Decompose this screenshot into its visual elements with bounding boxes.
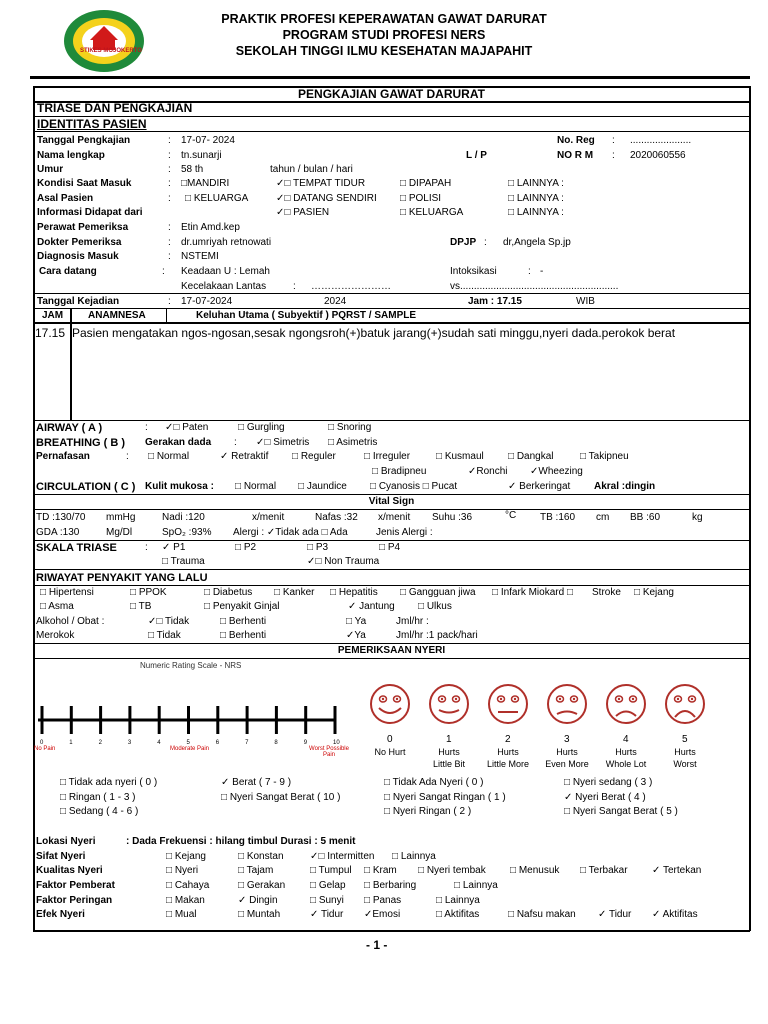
pernafasan-opt-0[interactable]: □ Normal	[148, 451, 190, 462]
vital-bb-unit: kg	[692, 512, 703, 523]
riwayat-hepatitis[interactable]: □ Hepatitis	[330, 587, 378, 598]
nama-label: Nama lengkap	[37, 150, 105, 161]
cara-value: Keadaan U : Lemah	[181, 266, 270, 277]
noreg-label: No. Reg	[557, 135, 595, 146]
scale-left-0[interactable]: □ Tidak ada nyeri ( 0 )	[60, 777, 158, 788]
kejadian-label: Tanggal Kejadian	[37, 296, 120, 307]
sifat-opt-3[interactable]: □ Lainnya	[392, 851, 436, 862]
pemberat-opt-3[interactable]: □ Berbaring	[364, 880, 417, 891]
peringan-opt-0[interactable]: □ Makan	[166, 895, 205, 906]
pernafasan-opt-2[interactable]: □ Reguler	[292, 451, 336, 462]
face-label: No Hurt	[374, 747, 406, 757]
vs-value: vs.........................................................	[450, 281, 619, 292]
circ-opt-3[interactable]: ✓ Berkeringat	[508, 481, 571, 492]
pain-face-3	[545, 678, 589, 733]
vital-nadi: Nadi :120	[162, 512, 205, 523]
face-icon	[604, 678, 648, 730]
efek-label: Efek Nyeri	[36, 909, 85, 920]
face-icon	[545, 678, 589, 730]
noreg-value: ......................	[630, 135, 692, 146]
vital-gda: GDA :130	[36, 527, 80, 538]
face-number: 4	[623, 734, 629, 745]
vital-alergi[interactable]: Alergi : ✓Tidak ada □ Ada	[233, 527, 348, 538]
triase-opt-p3[interactable]: □ P3	[307, 542, 329, 553]
scale-face-l-0[interactable]: □ Tidak Ada Nyeri ( 0 )	[384, 777, 484, 788]
riwayat-stroke[interactable]: Stroke	[592, 587, 621, 598]
nrs-tick-label: 3	[127, 740, 132, 746]
nrs-tick-label: 8	[274, 740, 278, 746]
kondisi-opt-3[interactable]: □ LAINNYA :	[508, 178, 564, 189]
kualitas-opt-5[interactable]: □ Menusuk	[510, 865, 560, 876]
gerakan-opt-0[interactable]: ✓□ Simetris	[256, 437, 310, 448]
face-label: Hurts	[497, 747, 519, 757]
norm-label: NO R M	[557, 150, 594, 161]
perawat-label: Perawat Pemeriksa	[37, 222, 129, 233]
page-number: - 1 -	[366, 938, 388, 952]
nrs-tick-label: 4	[157, 740, 161, 746]
alkohol-label: Alkohol / Obat :	[36, 616, 105, 627]
scale-face-l-2[interactable]: □ Nyeri Ringan ( 2 )	[384, 806, 472, 817]
col-jam: JAM	[42, 310, 64, 321]
nyeri-title: PEMERIKSAAN NYERI	[337, 645, 446, 656]
face-icon	[486, 678, 530, 730]
pernafasan-opt-6[interactable]: □ Takipneu	[580, 451, 629, 462]
umur-value: 58 th	[181, 164, 204, 175]
sifat-opt-2[interactable]: ✓□ Intermitten	[310, 851, 375, 862]
pernafasan-opt2-2[interactable]: ✓Wheezing	[530, 466, 583, 477]
efek-opt-7[interactable]: ✓ Aktifitas	[652, 909, 698, 920]
kualitas-opt-2[interactable]: □ Tumpul	[310, 865, 352, 876]
info-opt-0[interactable]: ✓□ PASIEN	[276, 207, 330, 218]
merokok-jml: Jml/hr :1 pack/hari	[396, 630, 478, 641]
face-sublabel: Whole Lot	[605, 759, 647, 769]
akral-value: Akral :dingin	[594, 481, 656, 492]
scale-face-r-2[interactable]: □ Nyeri Sangat Berat ( 5 )	[564, 806, 678, 817]
kondisi-opt-1[interactable]: ✓□ TEMPAT TIDUR	[276, 178, 366, 189]
kondisi-label: Kondisi Saat Masuk	[37, 178, 132, 189]
efek-opt-4[interactable]: □ Aktifitas	[436, 909, 480, 920]
vital-td-unit: mmHg	[106, 512, 136, 523]
logo-label: STIKES MOJOKERTO	[80, 48, 142, 54]
asal-opt-2[interactable]: □ POLISI	[400, 193, 442, 204]
vital-bb: BB :60	[630, 512, 661, 523]
col-keluhan: Keluhan Utama ( Subyektif ) PQRST / SAMPLE	[196, 310, 417, 321]
efek-opt-3[interactable]: ✓Emosi	[364, 909, 401, 920]
lokasi-label: Lokasi Nyeri	[36, 836, 96, 847]
nrs-tick-label: 7	[245, 740, 249, 746]
peringan-label: Faktor Peringan	[36, 895, 113, 906]
cara-label: Cara datang	[39, 266, 97, 277]
face-label: Hurts	[615, 747, 637, 757]
merokok-label: Merokok	[36, 630, 75, 641]
vital-nadi-unit: x/menit	[252, 512, 285, 523]
merokok-tidak[interactable]: □ Tidak	[148, 630, 181, 641]
vital-suhu: Suhu :36	[432, 512, 473, 523]
kualitas-opt-4[interactable]: □ Nyeri tembak	[418, 865, 486, 876]
pernafasan-label: Pernafasan	[36, 451, 90, 462]
triase-opt-trauma[interactable]: □ Trauma	[162, 556, 205, 567]
scale-face-l-1[interactable]: □ Nyeri Sangat Ringan ( 1 )	[384, 792, 506, 803]
dokter-value: dr.umriyah retnowati	[181, 237, 272, 248]
face-number: 5	[682, 734, 688, 745]
face-icon	[663, 678, 707, 730]
face-label: Hurts	[674, 747, 696, 757]
nrs-label-worst: Worst Possible Pain	[309, 746, 349, 758]
sifat-opt-1[interactable]: □ Konstan	[238, 851, 284, 862]
sifat-opt-0[interactable]: □ Kejang	[166, 851, 206, 862]
face-icon	[368, 678, 412, 730]
scale-mid-1[interactable]: □ Nyeri Sangat Berat ( 10 )	[221, 792, 341, 803]
circ-opt-1[interactable]: □ Jaundice	[298, 481, 347, 492]
nama-value: tn.sunarji	[181, 150, 222, 161]
jam-label: Jam : 17.15	[468, 296, 522, 307]
tgl-pengkajian-label: Tanggal Pengkajian	[37, 135, 131, 146]
riwayat-gangguan-jiwa[interactable]: □ Gangguan jiwa	[400, 587, 476, 598]
vital-nafas-unit: x/menit	[378, 512, 411, 523]
face-sublabel: Even More	[545, 759, 589, 769]
nrs-tick-label: 2	[98, 740, 102, 746]
riwayat-hipertensi[interactable]: □ Hipertensi	[40, 587, 94, 598]
dpjp-value: dr,Angela Sp.jp	[503, 237, 571, 248]
riwayat-kanker[interactable]: □ Kanker	[274, 587, 315, 598]
face-sublabel: Little More	[486, 759, 530, 769]
pernafasan-opt-1[interactable]: ✓ Retraktif	[220, 451, 269, 462]
riwayat-jantung[interactable]: ✓ Jantung	[348, 601, 395, 612]
intox-value: -	[540, 266, 544, 277]
riwayat-diabetus[interactable]: □ Diabetus	[204, 587, 253, 598]
scale-left-1[interactable]: □ Ringan ( 1 - 3 )	[60, 792, 136, 803]
intox-label: Intoksikasi	[450, 266, 497, 277]
scale-left-2[interactable]: □ Sedang ( 4 - 6 )	[60, 806, 139, 817]
vital-gda-unit: Mg/Dl	[106, 527, 133, 538]
info-opt-2[interactable]: □ LAINNYA :	[508, 207, 564, 218]
pernafasan-opt2-0[interactable]: □ Bradipneu	[372, 466, 427, 477]
section-identitas: IDENTITAS PASIEN	[37, 117, 147, 131]
anamnesa-text: Pasien mengatakan ngos-ngosan,sesak ngongsroh(+)batuk jarang(+)sudah sati minggu,nyeri dada.perokok berat	[72, 326, 676, 340]
vital-tb: TB :160	[540, 512, 576, 523]
asal-label: Asal Pasien	[37, 193, 94, 204]
peringan-opt-1[interactable]: ✓ Dingin	[238, 895, 278, 906]
vital-nafas: Nafas :32	[315, 512, 358, 523]
airway-opt-2[interactable]: □ Snoring	[328, 422, 372, 433]
airway-opt-1[interactable]: □ Gurgling	[238, 422, 285, 433]
vital-td: TD :130/70	[36, 512, 86, 523]
vital-spo2: SpO₂ :93%	[162, 527, 212, 538]
pemberat-opt-1[interactable]: □ Gerakan	[238, 880, 286, 891]
face-sublabel: Worst	[673, 759, 697, 769]
face-icon	[427, 678, 471, 730]
gerakan-opt-1[interactable]: □ Asimetris	[328, 437, 378, 448]
asal-opt-3[interactable]: □ LAINNYA :	[508, 193, 564, 204]
pain-face-1	[427, 678, 471, 733]
triase-opt-p2[interactable]: □ P2	[235, 542, 257, 553]
info-label: Informasi Didapat dari	[37, 207, 143, 218]
pernafasan-opt-3[interactable]: □ Irreguler	[364, 451, 411, 462]
tgl-pengkajian-value: 17-07- 2024	[181, 135, 235, 146]
riwayat-tb[interactable]: □ TB	[130, 601, 152, 612]
face-sublabel: Little Bit	[432, 759, 465, 769]
kualitas-opt-7[interactable]: ✓ Tertekan	[652, 865, 702, 876]
kualitas-opt-3[interactable]: □ Kram	[364, 865, 397, 876]
wib-label: WIB	[576, 296, 595, 307]
alkohol-jml: Jml/hr :	[396, 616, 429, 627]
form-title: PENGKAJIAN GAWAT DARURAT	[298, 87, 485, 101]
col-anamnesa: ANAMNESA	[88, 310, 146, 321]
vital-suhu-unit: °C	[505, 510, 517, 521]
riwayat-title: RIWAYAT PENYAKIT YANG LALU	[36, 572, 208, 584]
nrs-tick-label: 0	[40, 740, 44, 746]
peringan-opt-2[interactable]: □ Sunyi	[310, 895, 344, 906]
triase-label: SKALA TRIASE	[36, 542, 117, 554]
circulation-label: CIRCULATION ( C )	[36, 481, 136, 493]
triase-opt-p4[interactable]: □ P4	[379, 542, 401, 553]
anamnesa-time: 17.15	[35, 326, 66, 340]
vital-jenis-alergi: Jenis Alergi :	[376, 527, 433, 538]
lokasi-value: : Dada Frekuensi : hilang timbul Durasi : 5 menit	[126, 836, 356, 847]
vital-tb-unit: cm	[596, 512, 610, 523]
gender-lp: L / P	[466, 150, 487, 161]
face-label: Hurts	[556, 747, 578, 757]
breathing-label: BREATHING ( B )	[36, 437, 126, 449]
efek-opt-1[interactable]: □ Muntah	[238, 909, 281, 920]
alkohol-berhenti[interactable]: □ Berhenti	[220, 616, 267, 627]
kualitas-opt-6[interactable]: □ Terbakar	[580, 865, 628, 876]
alkohol-tidak[interactable]: ✓□ Tidak	[148, 616, 190, 627]
header-line-1: PRAKTIK PROFESI KEPERAWATAN GAWAT DARURAT	[221, 12, 547, 26]
nrs-tick-label: 5	[186, 740, 190, 746]
nrs-label-moderate: Moderate Pain	[170, 746, 210, 752]
riwayat-asma[interactable]: □ Asma	[40, 601, 74, 612]
efek-opt-0[interactable]: □ Mual	[166, 909, 197, 920]
face-label: Hurts	[438, 747, 460, 757]
kecelakaan-value: ……………………	[311, 281, 391, 292]
nrs-title: Numeric Rating Scale - NRS	[140, 661, 242, 670]
nrs-tick-label: 1	[69, 740, 73, 746]
nrs-label-nopain: No Pain	[34, 746, 56, 752]
face-number: 2	[505, 734, 511, 745]
peringan-opt-4[interactable]: □ Lainnya	[436, 895, 480, 906]
efek-opt-5[interactable]: □ Nafsu makan	[508, 909, 576, 920]
pemberat-opt-2[interactable]: □ Gelap	[310, 880, 346, 891]
umur-label: Umur	[37, 164, 64, 175]
kejadian-year: 2024	[324, 296, 347, 307]
face-number: 3	[564, 734, 570, 745]
triase-opt-p1[interactable]: ✓ P1	[162, 542, 186, 553]
scale-mid-0[interactable]: ✓ Berat ( 7 - 9 )	[221, 777, 292, 788]
asal-opt-1[interactable]: ✓□ DATANG SENDIRI	[276, 193, 377, 204]
nrs-tick-label: 10	[333, 740, 340, 746]
airway-opt-0[interactable]: ✓□ Paten	[165, 422, 209, 433]
peringan-opt-3[interactable]: □ Panas	[364, 895, 402, 906]
header-line-3: SEKOLAH TINGGI ILMU KESEHATAN MAJAPAHIT	[235, 44, 533, 58]
dpjp-label: DPJP	[450, 237, 477, 248]
info-opt-1[interactable]: □ KELUARGA	[400, 207, 464, 218]
circ-opt-0[interactable]: □ Normal	[235, 481, 277, 492]
kejadian-value: 17-07-2024	[181, 296, 233, 307]
kulit-label: Kulit mukosa :	[145, 481, 214, 492]
kualitas-label: Kualitas Nyeri	[36, 865, 103, 876]
airway-label: AIRWAY ( A )	[36, 422, 103, 434]
riwayat-kejang[interactable]: □ Kejang	[634, 587, 674, 598]
face-number: 1	[446, 734, 452, 745]
dokter-label: Dokter Pemeriksa	[37, 237, 122, 248]
kualitas-opt-1[interactable]: □ Tajam	[238, 865, 274, 876]
scale-face-r-0[interactable]: □ Nyeri sedang ( 3 )	[564, 777, 653, 788]
scale-face-r-1[interactable]: ✓ Nyeri Berat ( 4 )	[564, 792, 646, 803]
riwayat-ppok[interactable]: □ PPOK	[130, 587, 167, 598]
umur-units: tahun / bulan / hari	[270, 164, 353, 175]
perawat-value: Etin Amd.kep	[181, 222, 240, 233]
riwayat-infark[interactable]: □ Infark Miokard □	[492, 587, 573, 598]
sifat-label: Sifat Nyeri	[36, 851, 86, 862]
pernafasan-opt-4[interactable]: □ Kusmaul	[436, 451, 484, 462]
pemberat-opt-0[interactable]: □ Cahaya	[166, 880, 210, 891]
norm-value: 2020060556	[630, 150, 686, 161]
riwayat-ulkus[interactable]: □ Ulkus	[418, 601, 452, 612]
kondisi-opt-0[interactable]: □MANDIRI	[181, 178, 230, 189]
pernafasan-opt-5[interactable]: □ Dangkal	[508, 451, 554, 462]
gerakan-label: Gerakan dada	[145, 437, 212, 448]
asal-opt-0[interactable]: □ KELUARGA	[185, 193, 249, 204]
section-triase: TRIASE DAN PENGKAJIAN	[37, 101, 193, 115]
alkohol-ya[interactable]: □ Ya	[346, 616, 367, 627]
circ-opt-2[interactable]: □ Cyanosis □ Pucat	[370, 481, 458, 492]
vital-title: Vital Sign	[368, 496, 415, 507]
pemberat-opt-4[interactable]: □ Lainnya	[454, 880, 498, 891]
diagnosa-label: Diagnosis Masuk	[37, 251, 119, 262]
riwayat-ginjal[interactable]: □ Penyakit Ginjal	[204, 601, 280, 612]
merokok-berhenti[interactable]: □ Berhenti	[220, 630, 267, 641]
pain-face-2	[486, 678, 530, 733]
header-line-2: PROGRAM STUDI PROFESI NERS	[282, 28, 486, 42]
efek-opt-6[interactable]: ✓ Tidur	[598, 909, 632, 920]
face-number: 0	[387, 734, 393, 745]
triase-opt-nontrauma[interactable]: ✓□ Non Trauma	[307, 556, 380, 567]
pemberat-label: Faktor Pemberat	[36, 880, 115, 891]
pernafasan-opt2-1[interactable]: ✓Ronchi	[468, 466, 508, 477]
pain-face-4	[604, 678, 648, 733]
merokok-ya[interactable]: ✓Ya	[346, 630, 366, 641]
nrs-tick-label: 6	[215, 740, 220, 746]
nrs-tick-label: 9	[303, 740, 308, 746]
pain-face-0	[368, 678, 412, 733]
diagnosa-value: NSTEMI	[181, 251, 219, 262]
kualitas-opt-0[interactable]: □ Nyeri	[166, 865, 199, 876]
kecelakaan-label: Kecelakaan Lantas	[181, 281, 267, 292]
pain-face-5	[663, 678, 707, 733]
kondisi-opt-2[interactable]: □ DIPAPAH	[400, 178, 452, 189]
header-divider	[30, 76, 750, 79]
efek-opt-2[interactable]: ✓ Tidur	[310, 909, 344, 920]
